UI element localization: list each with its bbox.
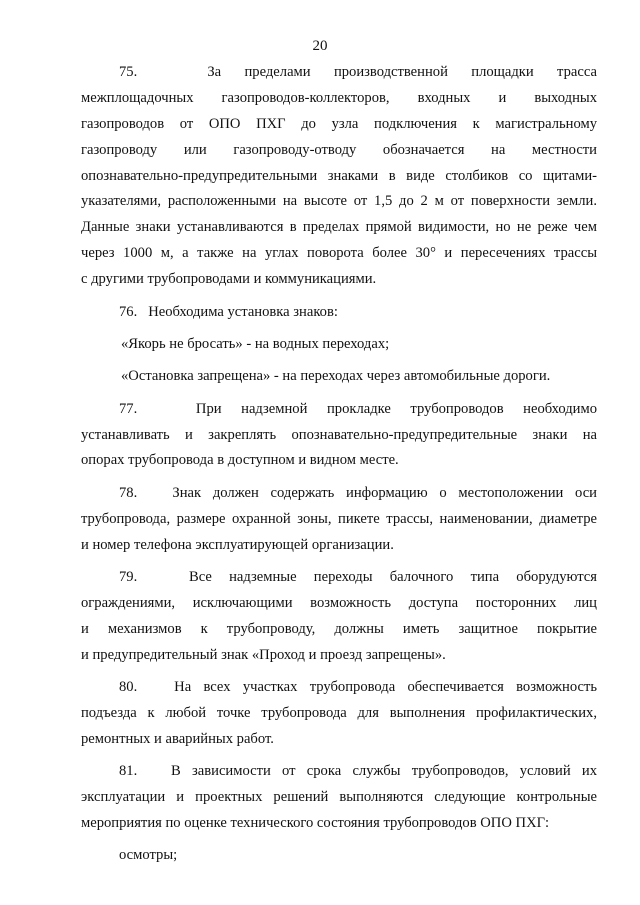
text-line: эксплуатации и проектных решений выполняются следующие контрольные [81, 789, 597, 806]
text-line: мероприятия по оценке технического состояния трубопроводов ОПО ПХГ: [81, 815, 550, 832]
text-line: 76. Необходима установка знаков: [119, 303, 338, 320]
paragraph-77 [81, 397, 597, 475]
text-line: 75. За пределами производственной площадки трасса [119, 64, 597, 80]
text-line: с другими трубопроводами и коммуникациями. [81, 271, 377, 288]
document-body [81, 60, 597, 869]
text-line: газопроводов от ОПО ПХГ до узла подключения к магистральному [81, 115, 597, 132]
text-line: устанавливать и закреплять опознавательно-предупредительные знаки на [81, 426, 597, 443]
text-line: 77. При надземной прокладке трубопроводов необходимо [119, 400, 597, 417]
text-line: «Остановка запрещена» - на переходах через автомобильные дороги. [121, 368, 551, 385]
page-number: 20 [312, 38, 328, 54]
text-line: и предупредительный знак «Проход и проезд запрещены». [81, 646, 446, 663]
text-line: межплощадочных газопроводов-коллекторов, входных и выходных [81, 89, 597, 106]
paragraph-81 [81, 759, 597, 837]
text-line: 78. Знак должен содержать информацию о местоположении оси [119, 484, 597, 501]
text-line: Данные знаки устанавливаются в пределах прямой видимости, но не реже чем [81, 219, 597, 236]
text-line: опознавательно-предупредительными знаками в виде столбиков со щитами- [81, 167, 597, 184]
paragraph-76 [81, 300, 597, 326]
text-line: 79. Все надземные переходы балочного типа оборудуются [119, 569, 597, 586]
text-line: «Якорь не бросать» - на водных переходах; [121, 335, 390, 352]
text-line: и механизмов к трубопроводу, должны иметь защитное покрытие [81, 620, 597, 637]
paragraph-80 [81, 675, 597, 753]
text-line: подъезда к любой точке трубопровода для выполнения профилактических, [81, 704, 597, 721]
text-line: и номер телефона эксплуатирующей организации. [81, 536, 394, 553]
text-line: трубопровода, размере охранной зоны, пикете трассы, наименовании, диаметре [81, 510, 597, 527]
sign-anchor-item [81, 332, 597, 358]
paragraph-78 [81, 481, 597, 559]
sign-stop-item [81, 364, 597, 390]
paragraph-79 [81, 565, 597, 669]
text-line: ограждениями, исключающими возможность доступа посторонних лиц [81, 594, 597, 611]
paragraph-75 [81, 60, 597, 293]
text-line: через 1000 м, а также на углах поворота более 30° и пересечениях трассы [81, 245, 597, 262]
text-line: ремонтных и аварийных работ. [81, 730, 274, 747]
text-line: газопроводу или газопроводу-отводу обозначается на местности [81, 141, 597, 158]
text-line: указателями, расположенными на высоте от 1,5 до 2 м от поверхности земли. [81, 193, 597, 210]
inspection-item [81, 843, 597, 869]
text-line: 80. На всех участках трубопровода обеспечивается возможность [119, 679, 597, 696]
text-line: опорах трубопровода в доступном и видном месте. [81, 452, 399, 469]
text-line: осмотры; [119, 847, 178, 864]
text-line: 81. В зависимости от срока службы трубопроводов, условий их [119, 763, 597, 780]
